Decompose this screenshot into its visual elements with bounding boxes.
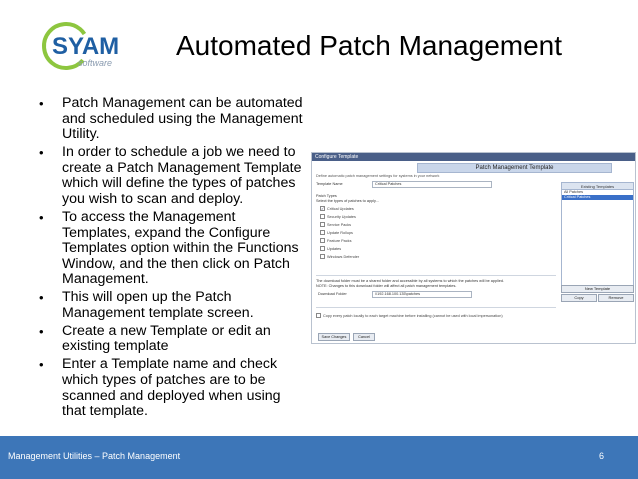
copy-locally-checkbox[interactable]: Copy every patch locally to each target machine before installing (cannot be used with local impersonation): [316, 313, 503, 318]
slide-title: Automated Patch Management: [176, 30, 563, 61]
window-titlebar: Configure Template: [312, 153, 635, 161]
cancel-button[interactable]: Cancel: [353, 333, 375, 341]
download-folder-warning: NOTE: Changes to this download folder will affect all patch management templates.: [316, 284, 457, 288]
template-header: Patch Management Template: [417, 163, 612, 173]
divider: [316, 307, 556, 308]
service-packs-checkbox[interactable]: Service Packs: [320, 222, 351, 227]
critical-updates-checkbox[interactable]: ✓ Critical Updates: [321, 206, 354, 211]
windows-defender-checkbox[interactable]: Windows Defender: [320, 254, 359, 259]
page-number: 6: [598, 451, 604, 461]
select-types-label: Select the types of patches to apply...: [316, 199, 379, 203]
existing-templates-panel: [561, 182, 634, 293]
download-folder-input[interactable]: \\192.168.100.135\patches: [372, 291, 472, 298]
bullet-item: • In order to schedule a job we need to create a Patch Management Template which will define the types of patches you wish to scan and deploy.: [39, 144, 302, 207]
feature-packs-checkbox[interactable]: Feature Packs: [320, 238, 351, 243]
bullet-item: • Patch Management can be automated and scheduled using the Management Utility.: [39, 95, 303, 143]
existing-templates-title: Existing Templates: [562, 183, 633, 190]
template-list-item[interactable]: All Patches: [564, 190, 583, 194]
template-name-input[interactable]: Critical Patches: [372, 181, 492, 188]
bullet-item: • Create a new Template or edit an existing template: [39, 322, 271, 355]
svg-text:SYAM: SYAM: [52, 33, 120, 60]
security-updates-checkbox[interactable]: Security Updates: [320, 214, 356, 219]
patch-types-label: Patch Types: [316, 194, 337, 198]
download-folder-note: The download folder must be a shared folder and accessible by all systems to which the patches will be applied.: [316, 279, 505, 283]
bullet-item: • This will open up the Patch Management template screen.: [39, 289, 254, 321]
patch-template-screenshot: [311, 152, 636, 344]
bullet-item: • To access the Management Templates, expand the Configure Templates option within the Functions Window, and the then click on Patch Management.: [39, 208, 299, 288]
updates-checkbox[interactable]: Updates: [320, 246, 341, 251]
copy-template-button[interactable]: Copy: [561, 294, 597, 302]
svg-text:software: software: [78, 58, 113, 68]
template-description: Define automatic patch management settings for systems in your network: [316, 174, 440, 178]
bullet-list: [32, 96, 304, 422]
bullet-item: • Enter a Template name and check which types of patches are to be scanned and deployed when using that template.: [39, 356, 281, 420]
download-folder-label: Download Folder: [318, 292, 347, 296]
divider: [316, 275, 556, 276]
syam-software-logo: [40, 14, 150, 82]
save-changes-button[interactable]: Save Changes: [318, 333, 350, 341]
footer-text: Management Utilities – Patch Management: [8, 451, 181, 461]
footer-bar: [0, 436, 638, 479]
update-rollups-checkbox[interactable]: Update Rollups: [320, 230, 353, 235]
remove-template-button[interactable]: Remove: [598, 294, 634, 302]
template-name-label: Template Name: [316, 182, 343, 186]
template-list-item-selected[interactable]: Critical Patches: [562, 195, 633, 200]
new-template-button[interactable]: New Template: [561, 285, 634, 293]
